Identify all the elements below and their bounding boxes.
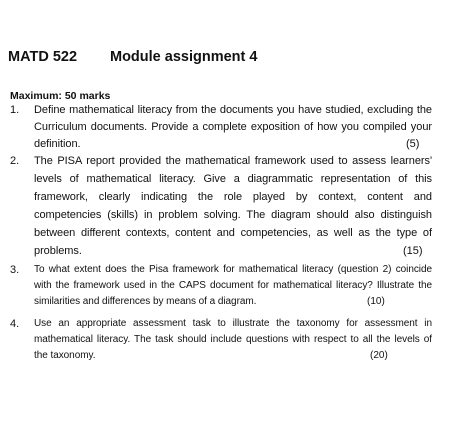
question-text-line: framework, clearly indicating the role played by context, content and <box>34 191 432 203</box>
question-number: 4. <box>10 318 20 330</box>
question-text-line: definition. <box>34 138 81 150</box>
question-text-line: the taxonomy. <box>34 350 96 361</box>
question-text-line: Use an appropriate assessment task to illustrate the taxonomy for assessment in <box>34 318 432 329</box>
question-number: 2. <box>10 155 20 167</box>
question-text-line: Define mathematical literacy from the documents you have studied, excluding the <box>34 104 432 116</box>
question-text-line: To what extent does the Pisa framework for mathematical literacy (question 2) coincide <box>34 264 432 275</box>
question-text-line: similarities and differences by means of a diagram. <box>34 296 257 307</box>
question-marks: (20) <box>370 350 388 361</box>
assignment-title: Module assignment 4 <box>110 49 258 65</box>
course-code: MATD 522 <box>8 49 78 65</box>
question-text-line: Curriculum documents. Provide a complete exposition of how you compiled your <box>34 121 432 133</box>
question-marks: (10) <box>367 296 385 307</box>
maximum-marks: Maximum: 50 marks <box>10 90 111 102</box>
question-marks: (5) <box>406 138 420 150</box>
question-number: 1. <box>10 104 20 116</box>
question-text-line: with the framework used in the CAPS document for mathematical literacy? Illustrate the <box>34 280 432 291</box>
question-text-line: levels of mathematical literacy. Give a diagrammatic representation of this <box>34 173 432 185</box>
question-text-line: The PISA report provided the mathematical framework used to assess learners' <box>34 155 432 167</box>
question-text-line: competencies (skills) in problem solving. The diagram should also distinguish <box>34 209 432 221</box>
question-text-line: problems. <box>34 245 82 257</box>
question-number: 3. <box>10 264 20 276</box>
question-text-line: between different contexts, content and competencies, as well as the type of <box>34 227 432 239</box>
question-marks: (15) <box>403 245 423 257</box>
question-text-line: mathematical literacy. The task should include questions with respect to all the levels of <box>34 334 432 345</box>
